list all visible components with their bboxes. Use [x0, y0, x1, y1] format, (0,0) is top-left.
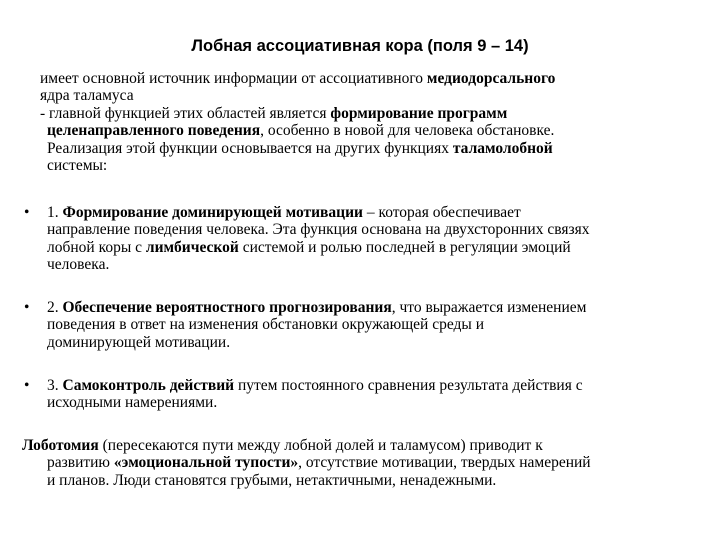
intro-line-3	[40, 105, 690, 122]
bullet-text: доминирующей мотивации.	[47, 333, 231, 351]
intro-line-6	[40, 157, 690, 174]
intro-text: системы:	[47, 157, 108, 175]
bullet-2-line-3	[47, 334, 697, 351]
bullet-text: , что выражается изменением	[391, 299, 587, 316]
bullet-text: человека.	[47, 256, 110, 274]
bullet-3-line-2	[47, 394, 697, 411]
bullet-marker: •	[24, 377, 30, 394]
bullet-2-line-1	[47, 299, 697, 316]
intro-line-2	[40, 87, 690, 104]
intro-text: Реализация этой функции основывается на других функциях	[47, 139, 453, 157]
bullet-item-1	[47, 204, 697, 274]
final-text: развитию	[47, 454, 114, 472]
final-line-2	[22, 454, 702, 471]
intro-term-thalamofrontal: таламолобной	[452, 139, 553, 157]
intro-term-mediodorsal: медиодорсального	[426, 70, 556, 87]
bullet-text: направление поведения человека. Эта функция основана на двухсторонних связях	[47, 221, 590, 239]
bullet-text: исходными намерениями.	[47, 394, 218, 412]
bullet-text: лобной коры с	[47, 238, 146, 256]
final-line-1	[22, 437, 702, 454]
bullet-term: Самоконтроль действий	[62, 377, 235, 394]
intro-text: ядра таламуса	[40, 87, 134, 105]
bullet-number: 3.	[47, 377, 63, 394]
final-line-3	[22, 472, 702, 489]
intro-text: - главной функцией этих областей является	[40, 104, 331, 122]
bullet-1-line-3	[47, 239, 697, 256]
bullet-text: поведения в ответ на изменения обстановки окружающей среды и	[47, 316, 485, 334]
intro-paragraph	[40, 70, 690, 174]
bullet-term: Формирование доминирующей мотивации	[62, 204, 363, 221]
intro-text: , особенно в новой для человека обстановке.	[260, 122, 555, 140]
bullet-item-3	[47, 377, 697, 412]
bullet-marker: •	[24, 204, 30, 221]
intro-term-purposeful: целенаправленного поведения	[47, 122, 261, 140]
intro-term-program: формирование программ	[330, 104, 508, 122]
bullet-text: системой и ролью последней в регуляции эмоций	[238, 238, 571, 256]
term-lobotomy: Лоботомия	[22, 437, 99, 454]
bullet-item-2	[47, 299, 697, 351]
intro-line-4	[40, 122, 690, 139]
bullet-text: – которая обеспечивает	[362, 204, 521, 221]
bullet-1-line-1	[47, 204, 697, 221]
bullet-1-line-4	[47, 256, 697, 273]
bullet-number: 2.	[47, 299, 63, 316]
bullet-term: лимбической	[145, 238, 239, 256]
term-emotional-dullness: «эмоциональной тупости»	[113, 454, 299, 472]
final-text: (пересекаются пути между лобной долей и таламусом) приводит к	[98, 437, 543, 454]
bullet-2-line-2	[47, 316, 697, 333]
slide-title: Лобная ассоциативная кора (поля 9 – 14)	[191, 37, 529, 55]
bullet-marker: •	[24, 299, 30, 316]
intro-text: имеет основной источник информации от ассоциативного	[40, 70, 427, 87]
lobotomy-paragraph	[22, 437, 702, 489]
intro-line-1	[40, 70, 690, 87]
final-text: , отсутствие мотивации, твердых намерений	[298, 454, 591, 472]
bullet-number: 1.	[47, 204, 63, 221]
bullet-term: Обеспечение вероятностного прогнозирования	[62, 299, 392, 316]
final-text: и планов. Люди становятся грубыми, нетактичными, ненадежными.	[47, 471, 497, 489]
bullet-text: путем постоянного сравнения результата действия с	[234, 377, 583, 394]
bullet-3-line-1	[47, 377, 697, 394]
intro-line-5	[40, 140, 690, 157]
bullet-1-line-2	[47, 221, 697, 238]
